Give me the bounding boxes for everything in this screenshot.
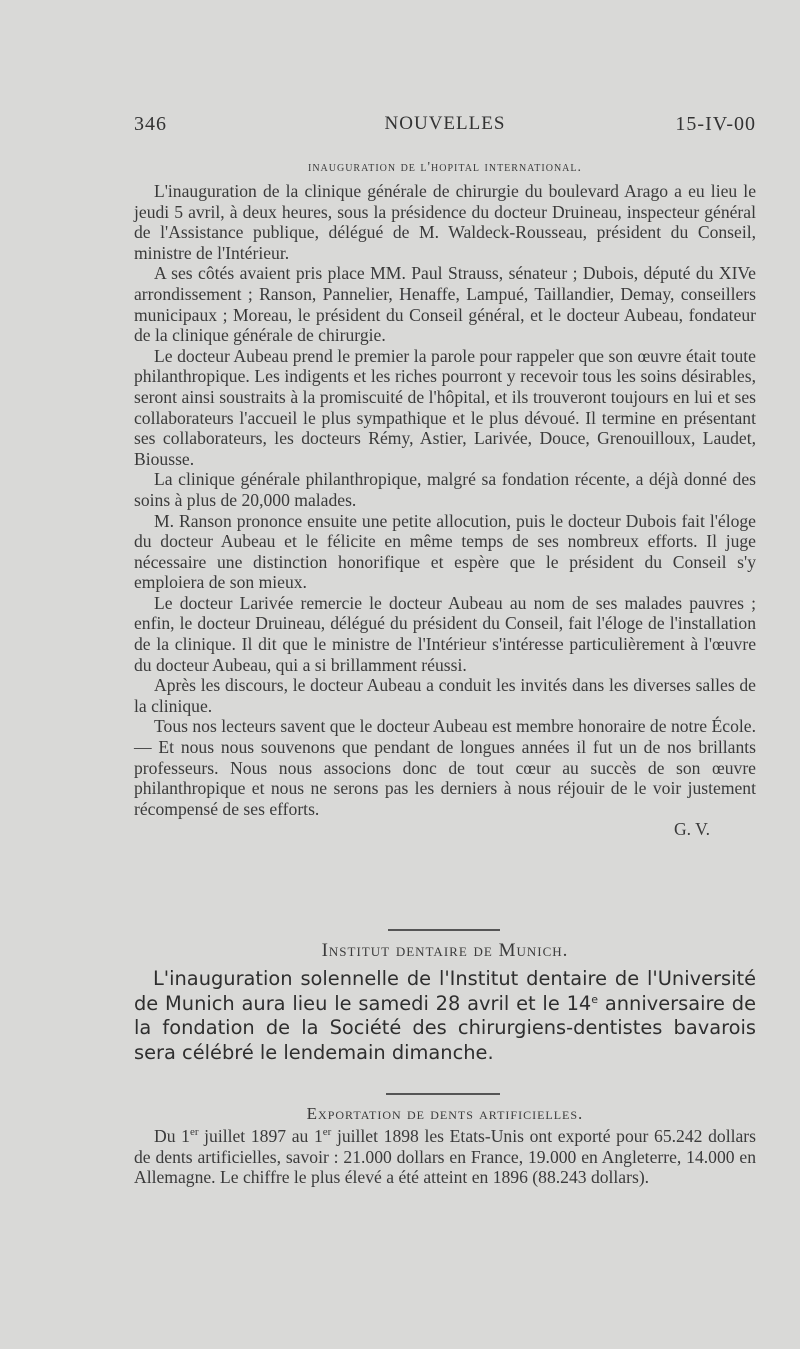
paragraph: L'inauguration solennelle de l'Institut dentaire de l'Université de Munich aura lieu le samedi 28 avril et le 14e anniversaire de la fondation de la Société des chirurgiens-dentistes bavarois sera célébré le lendemain dimanche. bbox=[134, 967, 757, 1064]
header-date: 15-IV-00 bbox=[675, 113, 756, 135]
running-header bbox=[134, 113, 756, 143]
paragraph: La clinique générale philanthropique, malgré sa fondation récente, a déjà donné des soins à plus de 20,000 malades. bbox=[134, 469, 756, 510]
header-title: NOUVELLES bbox=[384, 113, 506, 134]
paragraph: M. Ranson prononce ensuite une petite allocution, puis le docteur Dubois fait l'éloge du docteur Aubeau et le félicite en même temps de ses nombreux efforts. Il juge nécessaire une distinction honorifique et espère que le président du Conseil s'y emploiera de son mieux. bbox=[134, 510, 756, 593]
article-body bbox=[134, 181, 756, 840]
paragraph: A ses côtés avaient pris place MM. Paul Strauss, sénateur ; Dubois, député du XIVe arrondissement ; Ranson, Pannelier, Henaffe, Lampué, Taillandier, Demay, conseillers municipaux ; Moreau, le président du Conseil général, et le docteur Aubeau, fondateur de la clinique générale de chirurgie. bbox=[134, 263, 756, 346]
section-title: Institut dentaire de Munich. bbox=[321, 940, 569, 961]
article-body bbox=[134, 967, 756, 1065]
page-number: 346 bbox=[134, 113, 167, 135]
paragraph: Tous nos lecteurs savent que le docteur Aubeau est membre honoraire de notre École. — Et nous nous souvenons que pendant de longues années il fut un de nos brillants professeurs. Nous nous associons donc de tout cœur au succès de son œuvre philanthropique et nous ne serons pas les derniers à nous réjouir de le voir justement récompensé de ses efforts. bbox=[134, 716, 756, 819]
paragraph: Le docteur Larivée remercie le docteur Aubeau au nom de ses malades pauvres ; enfin, le docteur Druineau, délégué du président du Conseil, fait l'éloge de l'installation de la clinique. Il dit que le ministre de l'Intérieur s'intéresse particulièrement à l'œuvre du docteur Aubeau, qui a si brillamment réussi. bbox=[134, 592, 756, 675]
divider bbox=[386, 1093, 500, 1095]
paragraph: Du 1er juillet 1897 au 1er juillet 1898 les Etats-Unis ont exporté pour 65.242 dollars de dents artificielles, savoir : 21.000 dollars en France, 19.000 en Angleterre, 14.000 en Allemagne. Le chiffre le plus élevé a été atteint en 1896 (88.243 dollars). bbox=[134, 1126, 756, 1188]
section-inauguration bbox=[134, 158, 756, 840]
article-body bbox=[134, 1126, 756, 1188]
section-title: Exportation de dents artificielles. bbox=[306, 1104, 584, 1123]
paragraph: L'inauguration de la clinique générale de chirurgie du boulevard Arago a eu lieu le jeudi 5 avril, à deux heures, sous la présidence du docteur Druineau, inspecteur général de l'Assistance publique, délégué de M. Waldeck-Rousseau, président du Conseil, ministre de l'Intérieur. bbox=[134, 181, 756, 263]
paragraph: Le docteur Aubeau prend le premier la parole pour rappeler que son œuvre était toute philanthropique. Les indigents et les riches pourront y recevoir tous les soins désirables, seront ainsi soustraits à la promiscuité de l'hôpital, et ils trouveront toujours en lui et ses collaborateurs l'accueil le plus sympathique et le plus dévoué. Il termine en présentant ses collaborateurs, les docteurs Rémy, Astier, Larivée, Douce, Grenouilloux, Laudet, Biousse. bbox=[134, 345, 756, 469]
signature: G. V. bbox=[673, 819, 710, 840]
section-munich bbox=[134, 939, 756, 1065]
divider bbox=[388, 929, 500, 931]
signature-line bbox=[134, 819, 756, 840]
paragraph: Après les discours, le docteur Aubeau a conduit les invités dans les diverses salles de la clinique. bbox=[134, 675, 756, 716]
section-title: inauguration de l'hopital international. bbox=[307, 160, 583, 175]
section-exportation bbox=[134, 1103, 756, 1188]
